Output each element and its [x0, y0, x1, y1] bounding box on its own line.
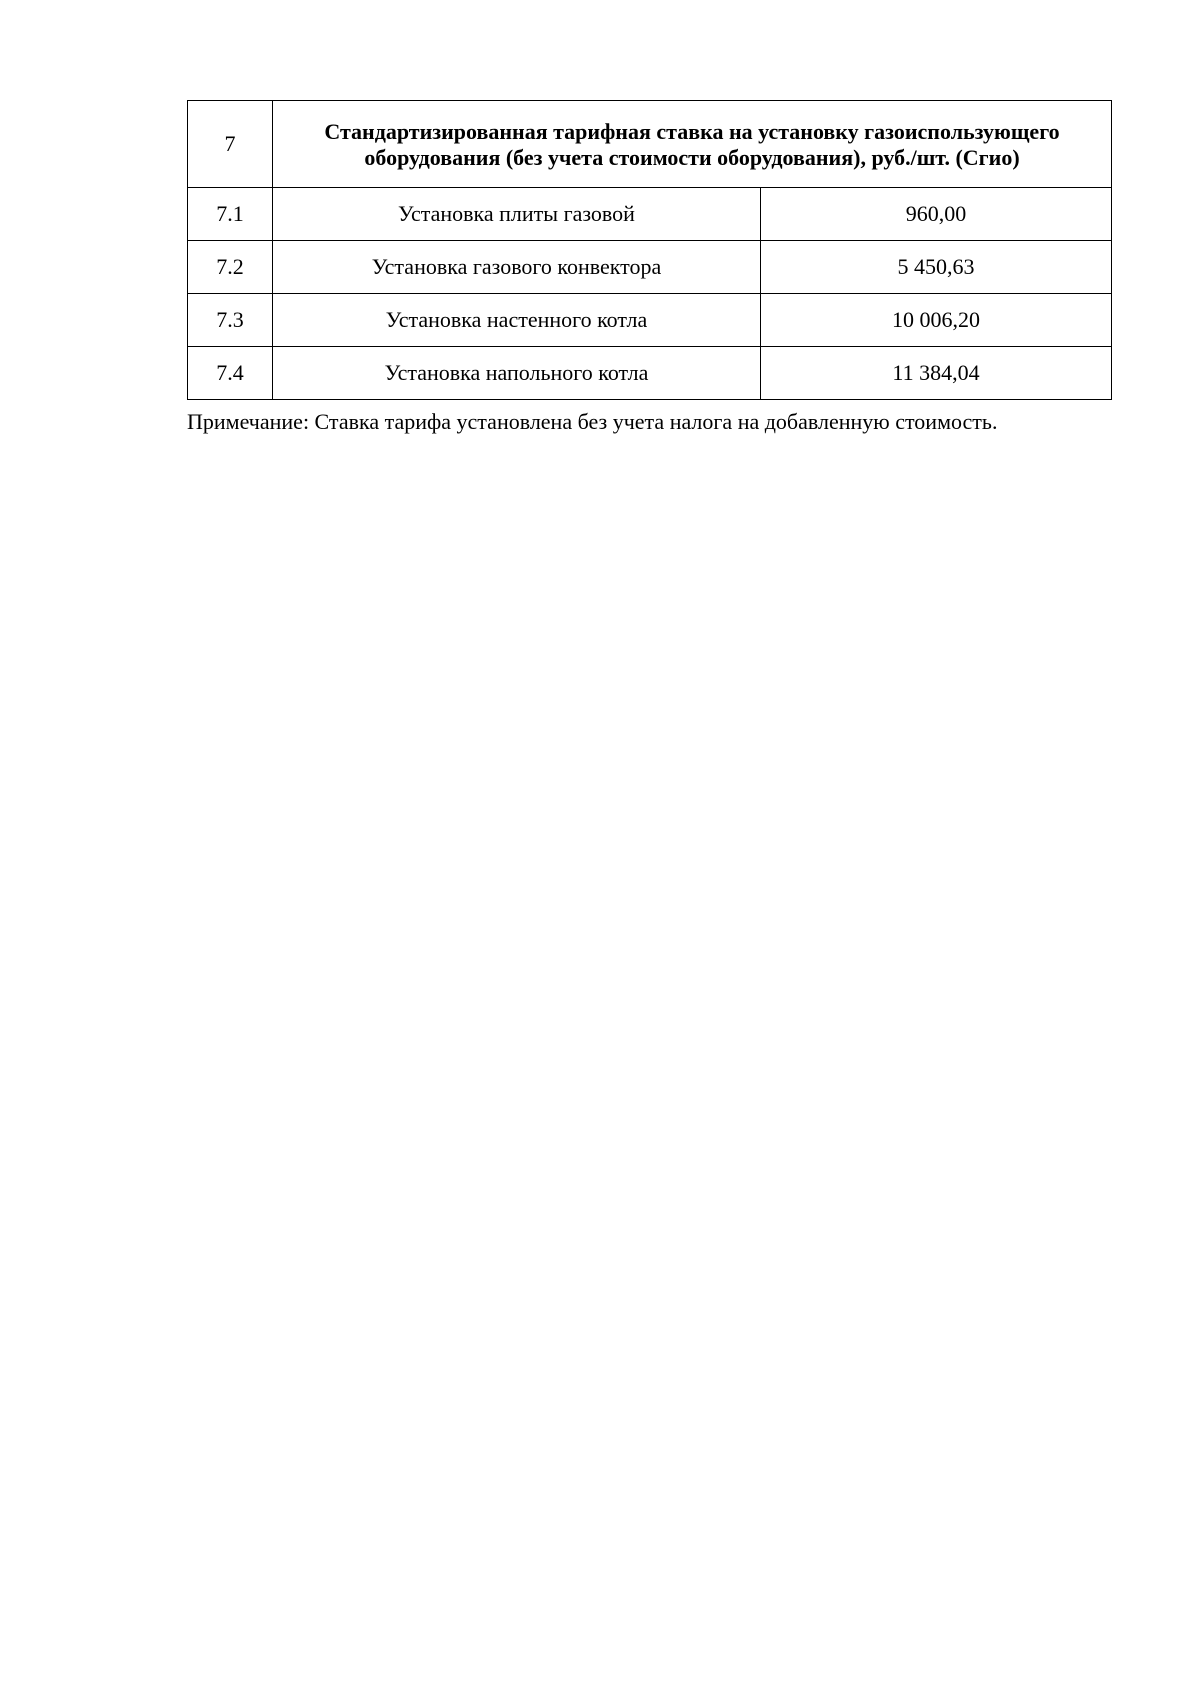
table-row	[188, 188, 1112, 241]
row-number-cell: 7.2	[188, 241, 273, 294]
row-name-cell: Установка газового конвектора	[273, 241, 761, 294]
table-header-row	[188, 101, 1112, 188]
row-name-cell: Установка напольного котла	[273, 347, 761, 400]
row-name-cell: Установка плиты газовой	[273, 188, 761, 241]
row-value-cell: 5 450,63	[761, 241, 1112, 294]
row-value-cell: 11 384,04	[761, 347, 1112, 400]
table-row	[188, 294, 1112, 347]
table-note: Примечание: Ставка тарифа установлена без учета налога на добавленную стоимость.	[187, 409, 998, 434]
section-number-cell: 7	[188, 101, 273, 188]
row-number-cell: 7.1	[188, 188, 273, 241]
row-number-cell: 7.4	[188, 347, 273, 400]
table-row	[188, 347, 1112, 400]
section-title-cell: Стандартизированная тарифная ставка на установку газоиспользующего оборудования (без учета стоимости оборудования), руб./шт. (Сгио)	[273, 101, 1112, 188]
tariff-table	[187, 100, 1112, 400]
document-page	[187, 100, 1111, 436]
row-name-cell: Установка настенного котла	[273, 294, 761, 347]
row-value-cell: 960,00	[761, 188, 1112, 241]
row-number-cell: 7.3	[188, 294, 273, 347]
row-value-cell: 10 006,20	[761, 294, 1112, 347]
table-row	[188, 241, 1112, 294]
